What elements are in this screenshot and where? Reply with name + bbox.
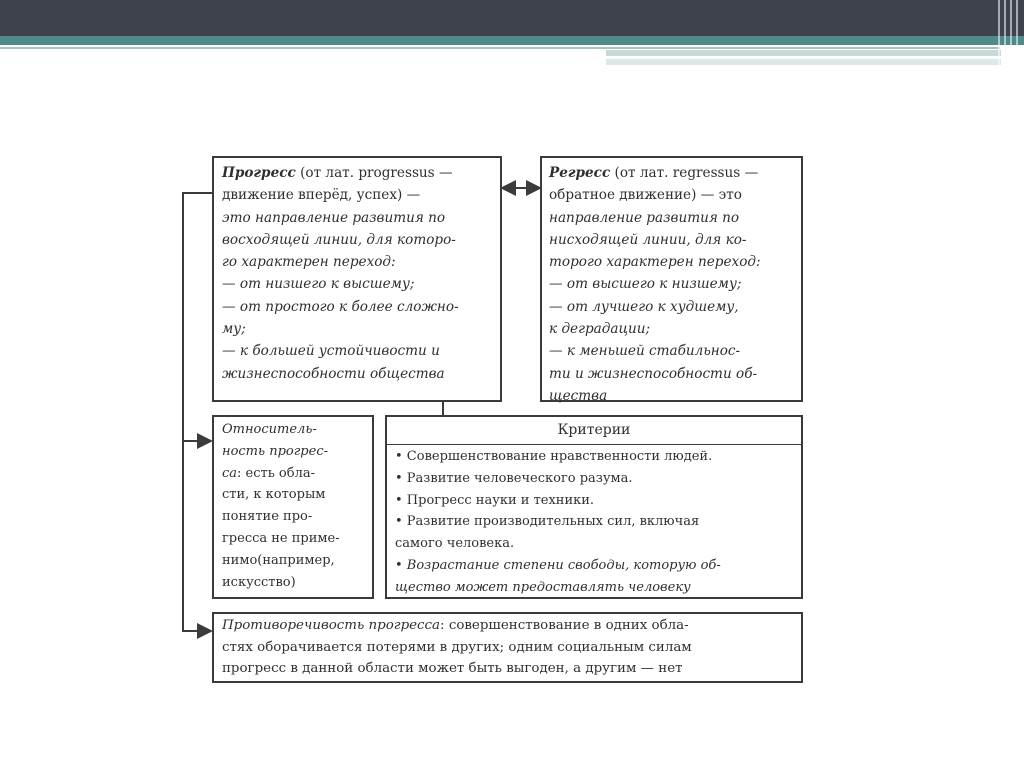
progress-line: восходящей линии, для которо- xyxy=(222,231,456,248)
criteria-item: • Развитие производительных сил, включая xyxy=(395,514,700,530)
relativity-box xyxy=(212,415,374,599)
criteria-item: • Совершенствование нравственности людей. xyxy=(395,449,713,464)
progress-line: жизнеспособности общества xyxy=(222,365,445,382)
relativity-line: гресса не приме- xyxy=(222,530,340,546)
relativity-line: сти, к которым xyxy=(222,487,326,503)
regress-line: щества xyxy=(549,387,608,404)
criteria-item: • Возрастание степени свободы, которую об- xyxy=(395,557,721,573)
regress-line: к деградации; xyxy=(549,321,651,338)
contradiction-box xyxy=(212,612,803,683)
criteria-item: • Прогресс науки и техники. xyxy=(395,492,595,508)
regress-line: обратное движение) — это xyxy=(549,187,742,204)
regress-line: — к меньшей стабильнос- xyxy=(549,343,741,360)
regress-line: нисходящей линии, для ко- xyxy=(549,231,747,248)
contradiction-line: Противоречивость прогресса: совершенствование в одних обла- xyxy=(222,618,689,633)
relativity-line: понятие про- xyxy=(222,509,313,525)
relativity-line: нимо(например, xyxy=(222,552,335,568)
progress-line: го характерен переход: xyxy=(222,254,396,271)
regress-line: торого характерен переход: xyxy=(549,254,761,271)
progress-line: — к большей устойчивости и xyxy=(222,343,440,360)
criteria-title: Критерии xyxy=(385,415,803,445)
regress-line: — от лучшего к худшему, xyxy=(549,298,739,315)
criteria-item: • Развитие человеческого разума. xyxy=(395,470,633,486)
progress-line: — от низшего к высшему; xyxy=(222,276,415,293)
relativity-line: Относитель- xyxy=(222,422,317,437)
regress-line: — от высшего к низшему; xyxy=(549,276,742,293)
relativity-line: искусство) xyxy=(222,574,296,590)
criteria-list xyxy=(385,444,803,599)
progress-line: движение вперёд, успех) — xyxy=(222,187,421,204)
contradiction-line: прогресс в данной области может быть выгоден, а другим — нет xyxy=(222,661,683,676)
progress-line: му; xyxy=(222,321,246,338)
regress-line: ти и жизнеспособности об- xyxy=(549,365,758,382)
relativity-line: са: есть обла- xyxy=(222,465,315,481)
regress-box xyxy=(540,156,803,402)
regress-line: Регресс (от лат. regressus — xyxy=(549,165,759,181)
progress-line: это направление развития по xyxy=(222,209,446,226)
progress-line: — от простого к более сложно- xyxy=(222,298,459,315)
progress-box xyxy=(212,156,502,402)
criteria-item: самого человека. xyxy=(395,536,515,552)
progress-line: Прогресс (от лат. progressus — xyxy=(222,165,453,181)
criteria-item: щество может предоставлять человеку xyxy=(395,579,691,595)
relativity-line: ность прогрес- xyxy=(222,443,328,459)
regress-line: направление развития по xyxy=(549,209,740,226)
contradiction-line: стях оборачивается потерями в других; одним социальным силам xyxy=(222,639,692,655)
